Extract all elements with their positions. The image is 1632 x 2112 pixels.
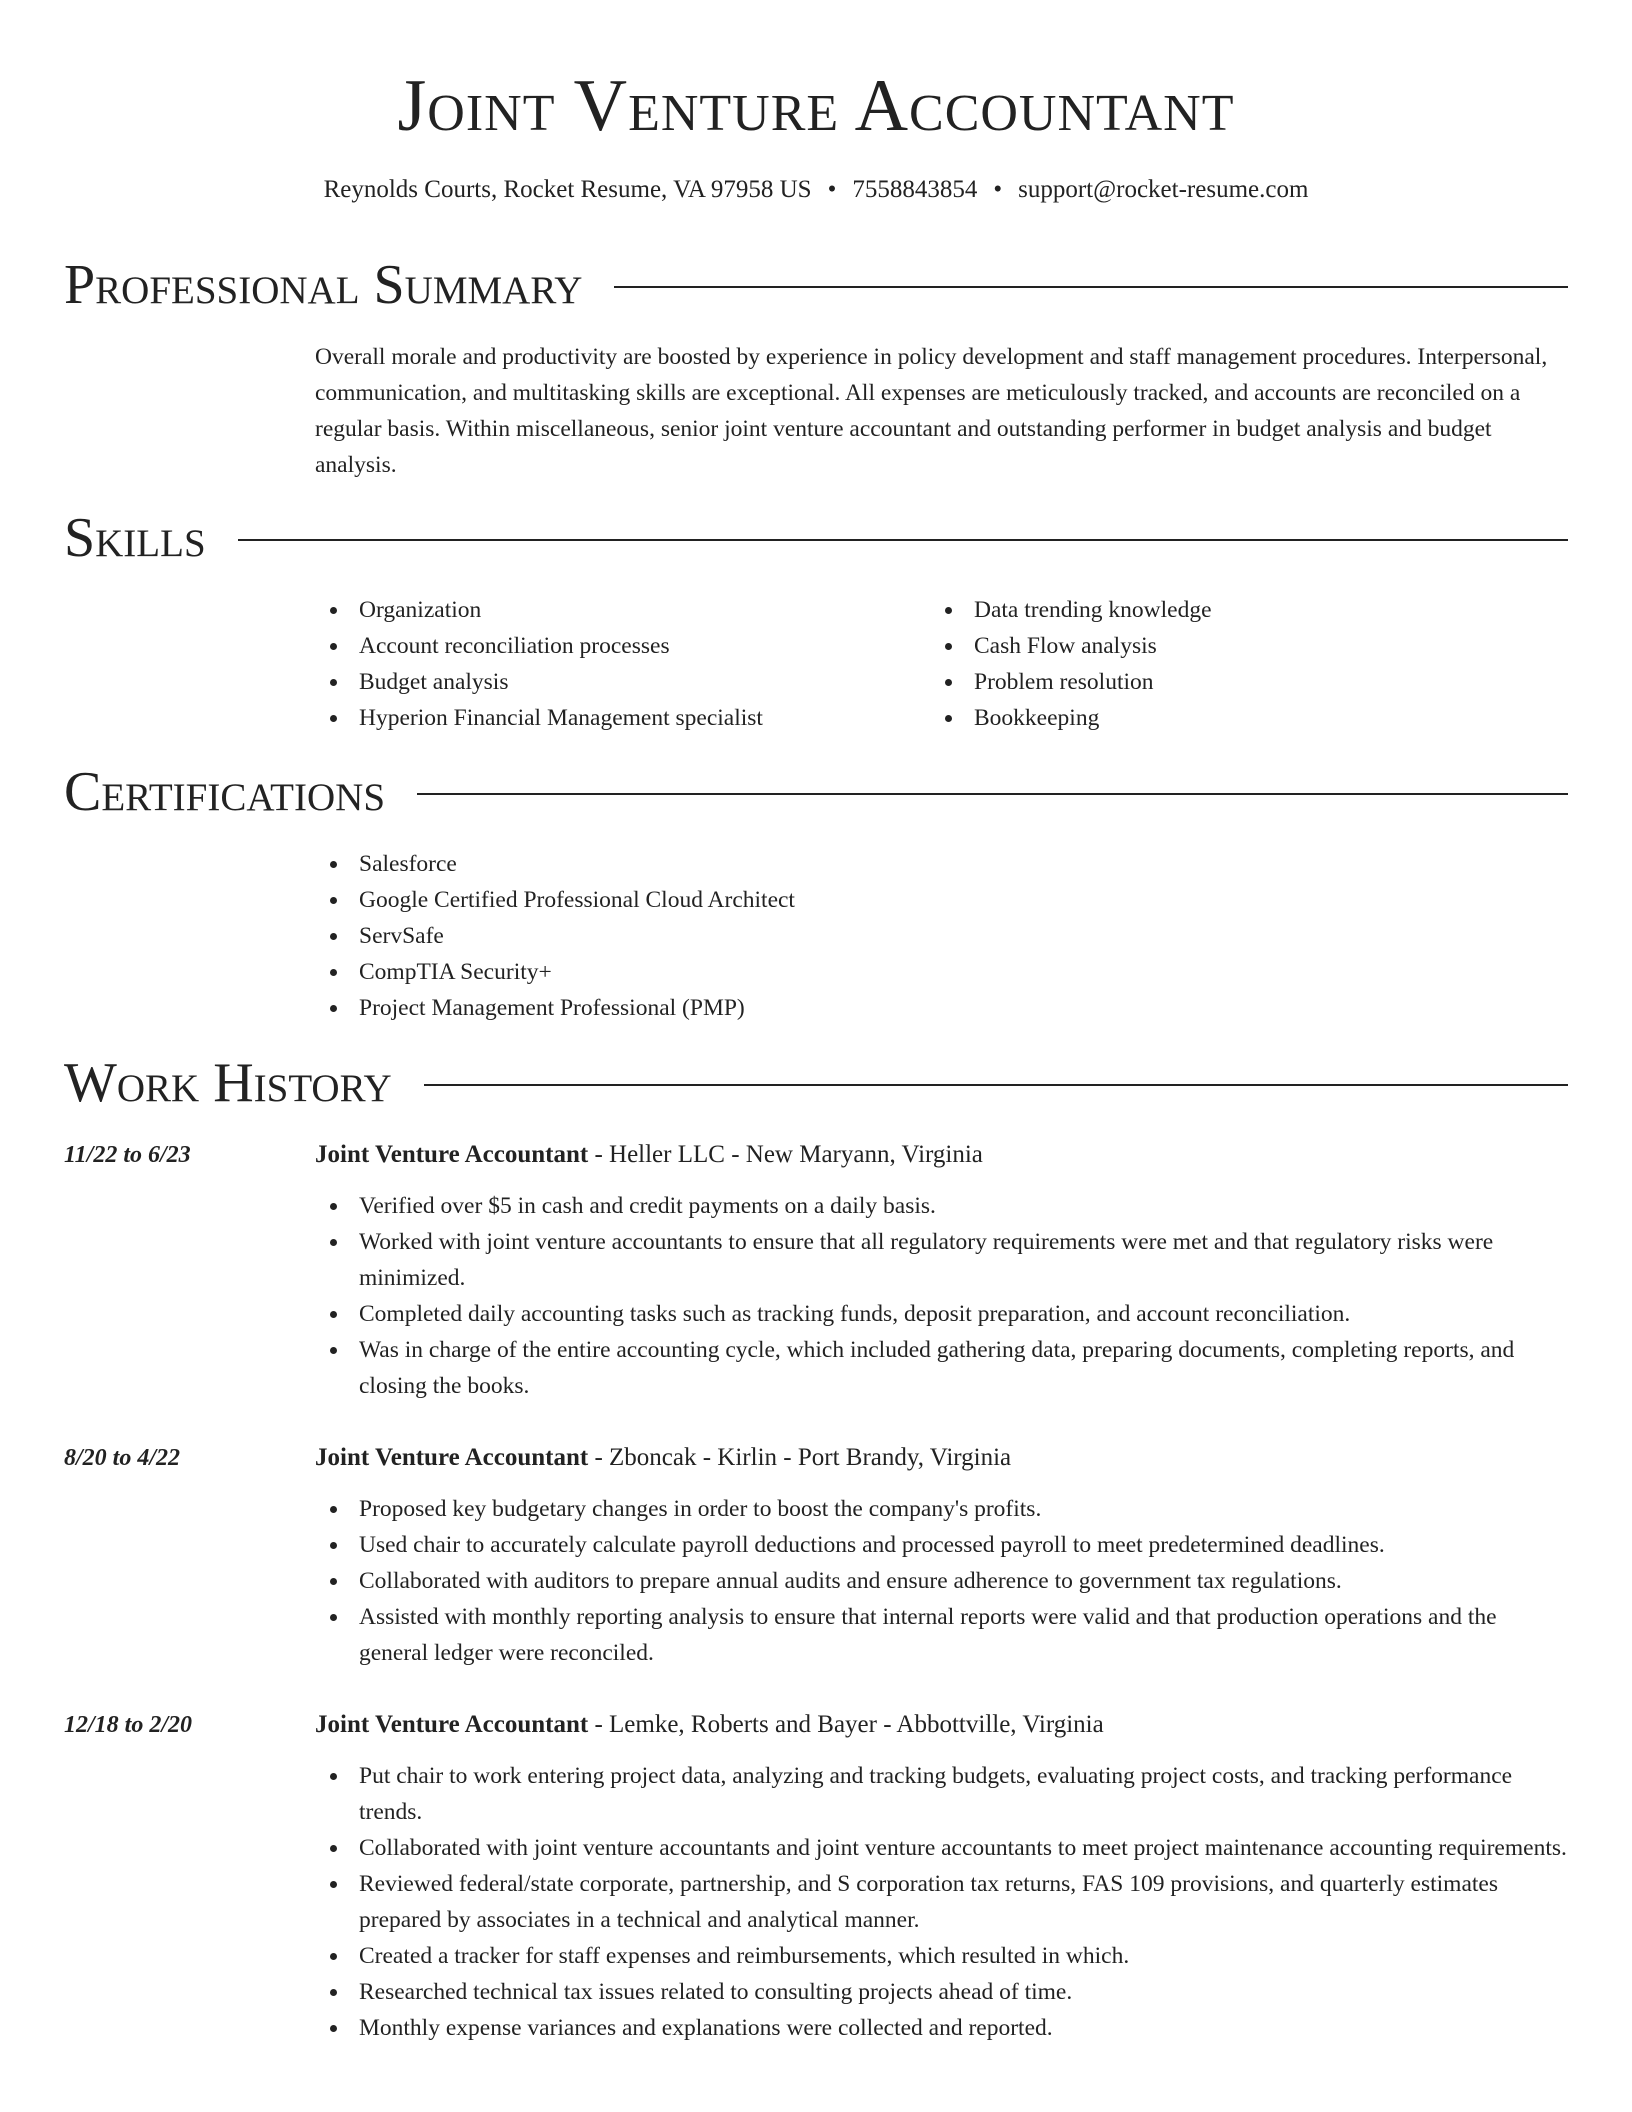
certification-item: ServSafe [315, 918, 795, 954]
job-bullet: Verified over $5 in cash and credit payments on a daily basis. [315, 1188, 1568, 1224]
section-title-work-history: Work History [64, 1052, 392, 1114]
job-bullet: Completed daily accounting tasks such as tracking funds, deposit preparation, and account reconciliation. [315, 1296, 1568, 1332]
section-header-summary [64, 250, 1568, 320]
section-header-certifications [64, 757, 1568, 827]
job-bullet: Reviewed federal/state corporate, partnership, and S corporation tax returns, FAS 109 provisions, and quarterly estimates prepared by associates in a technical and analytical manner. [315, 1866, 1568, 1938]
skill-item: Account reconciliation processes [315, 628, 763, 664]
skill-item: Budget analysis [315, 664, 763, 700]
job-bullets [315, 1188, 1568, 1404]
skill-item: Organization [315, 592, 763, 628]
section-header-skills [64, 503, 1568, 573]
job-bullet: Collaborated with joint venture accountants and joint venture accountants to meet project maintenance accounting requirements. [315, 1830, 1568, 1866]
section-title-certifications: Certifications [64, 761, 386, 823]
skill-item: Bookkeeping [930, 700, 1212, 736]
certification-item: Salesforce [315, 846, 795, 882]
job-dates: 11/22 to 6/23 [64, 1142, 191, 1168]
certification-item: CompTIA Security+ [315, 954, 795, 990]
certification-item: Project Management Professional (PMP) [315, 990, 795, 1026]
job-employer: - Heller LLC - New Maryann, Virginia [588, 1141, 983, 1168]
job-bullet: Assisted with monthly reporting analysis to ensure that internal reports were valid and that production operations and the general ledger were reconciled. [315, 1599, 1568, 1671]
contact-line [0, 173, 1632, 207]
summary-text: Overall morale and productivity are boosted by experience in policy development and staff management procedures. Interpersonal, communication, and multitasking skills are exceptional. All expenses are meticulously tracked, and accounts are reconciled on a regular basis. Within miscellaneous, senior joint venture accountant and outstanding performer in budget analysis and budget analysis. [315, 344, 1548, 478]
skill-item: Data trending knowledge [930, 592, 1212, 628]
job-headline [315, 1707, 1104, 1743]
job-title: Joint Venture Accountant [315, 1141, 589, 1168]
contact-separator: • [827, 176, 837, 203]
section-title-skills: Skills [64, 507, 206, 569]
skill-item: Problem resolution [930, 664, 1212, 700]
job-headline [315, 1137, 983, 1173]
section-divider [614, 286, 1568, 288]
contact-address: Reynolds Courts, Rocket Resume, VA 97958 US [323, 176, 812, 203]
job-bullets [315, 1758, 1568, 2046]
skills-list-left [315, 592, 763, 736]
contact-email: support@rocket-resume.com [1018, 176, 1309, 203]
job-bullet: Monthly expense variances and explanations were collected and reported. [315, 2010, 1568, 2046]
job-employer: - Zboncak - Kirlin - Port Brandy, Virginia [588, 1444, 1012, 1471]
candidate-name: Joint Venture Accountant [397, 65, 1235, 147]
job-title: Joint Venture Accountant [315, 1711, 589, 1738]
job-bullets [315, 1491, 1568, 1671]
certification-item: Google Certified Professional Cloud Architect [315, 882, 795, 918]
skill-item: Cash Flow analysis [930, 628, 1212, 664]
skill-item: Hyperion Financial Management specialist [315, 700, 763, 736]
section-divider [417, 793, 1568, 795]
job-title: Joint Venture Accountant [315, 1444, 589, 1471]
job-bullet: Collaborated with auditors to prepare annual audits and ensure adherence to government tax regulations. [315, 1563, 1568, 1599]
job-bullet: Used chair to accurately calculate payroll deductions and processed payroll to meet predetermined deadlines. [315, 1527, 1568, 1563]
job-employer: - Lemke, Roberts and Bayer - Abbottville, Virginia [588, 1711, 1104, 1738]
job-bullet: Was in charge of the entire accounting cycle, which included gathering data, preparing documents, completing reports, and closing the books. [315, 1332, 1568, 1404]
job-dates: 12/18 to 2/20 [64, 1712, 193, 1738]
certifications-list [315, 846, 795, 1026]
job-dates: 8/20 to 4/22 [64, 1445, 181, 1471]
section-divider [424, 1084, 1568, 1086]
section-divider [238, 539, 1568, 541]
contact-separator: • [993, 176, 1003, 203]
section-title-summary: Professional Summary [64, 254, 583, 316]
job-bullet: Researched technical tax issues related to consulting projects ahead of time. [315, 1974, 1568, 2010]
skills-list-right [930, 592, 1212, 736]
job-bullet: Proposed key budgetary changes in order to boost the company's profits. [315, 1491, 1568, 1527]
job-bullet: Put chair to work entering project data, analyzing and tracking budgets, evaluating project costs, and tracking performance trends. [315, 1758, 1568, 1830]
job-bullet: Created a tracker for staff expenses and reimbursements, which resulted in which. [315, 1938, 1568, 1974]
contact-phone: 7558843854 [852, 176, 978, 203]
job-bullet: Worked with joint venture accountants to ensure that all regulatory requirements were met and that regulatory risks were minimized. [315, 1224, 1568, 1296]
job-headline [315, 1440, 1011, 1476]
section-header-work-history [64, 1048, 1568, 1118]
